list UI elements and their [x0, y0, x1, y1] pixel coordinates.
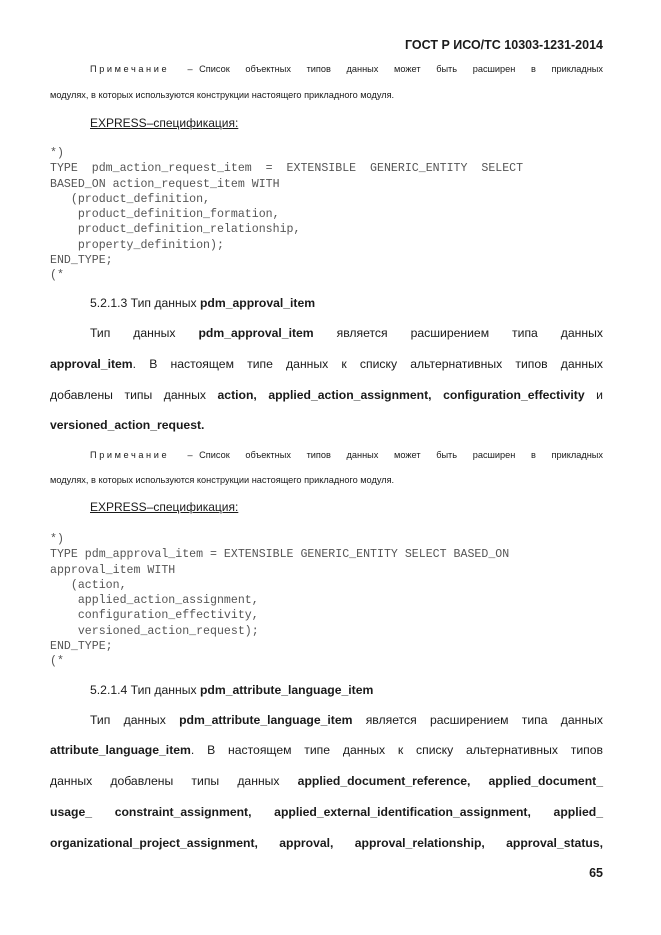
text-run: и: [584, 388, 603, 402]
bold-term: organizational_project_assignment, approval, approval_relationship, approval_status,: [50, 836, 603, 850]
document-header: ГОСТ Р ИСО/ТС 10303-1231-2014: [404, 38, 603, 52]
paragraph-line: [50, 388, 603, 402]
express-spec-label-1: EXPRESS–спецификация:: [90, 116, 239, 130]
note-1-text: Список объектных типов данных может быть расширен в прикладных: [199, 64, 603, 74]
bold-term: attribute_language_item: [50, 743, 191, 757]
paragraph-line: [90, 326, 603, 340]
note-2-label: Примечание –: [90, 450, 196, 460]
section-heading-5-2-1-4: [90, 683, 373, 697]
bold-term: applied_document_reference, applied_document_: [297, 774, 603, 788]
text-run: . В настоящем типе данных к списку альтернативных типов: [190, 743, 603, 757]
bold-term: pdm_attribute_language_item: [179, 713, 353, 727]
note-1-label: Примечание –: [90, 64, 196, 74]
paragraph-line: [50, 836, 603, 850]
text-run: добавлены типы данных: [50, 388, 218, 402]
page-number: 65: [589, 866, 603, 880]
section-type-name: pdm_attribute_language_item: [199, 683, 374, 697]
text-run: Тип данных: [90, 326, 199, 340]
text-run: данных добавлены типы данных: [50, 774, 298, 788]
paragraph-line: [50, 774, 603, 788]
text-run: является расширением типа данных: [313, 326, 603, 340]
note-2-line-2: модулях, в которых используются конструкции настоящего прикладного модуля.: [50, 475, 395, 485]
note-1-line-2: модулях, в которых используются конструкции настоящего прикладного модуля.: [50, 90, 395, 100]
paragraph-line: [50, 743, 603, 757]
text-run: Тип данных: [90, 713, 180, 727]
text-run: является расширением типа данных: [352, 713, 603, 727]
bold-term: pdm_approval_item: [198, 326, 314, 340]
express-spec-label-2: EXPRESS–спецификация:: [90, 500, 239, 514]
note-2-text: Список объектных типов данных может быть расширен в прикладных: [199, 450, 603, 460]
section-heading-5-2-1-3: [90, 296, 315, 310]
paragraph-line: [50, 418, 603, 432]
bold-term: usage_ constraint_assignment, applied_external_identification_assignment, applied_: [50, 805, 603, 819]
express-code-block-2: *) TYPE pdm_approval_item = EXTENSIBLE GENERIC_ENTITY SELECT BASED_ON approval_item WITH (action, applied_action_assignment, configuration_effectivity, versioned_action_request); END_TYPE; (*: [50, 533, 510, 669]
bold-term: action, applied_action_assignment, configuration_effectivity: [217, 388, 585, 402]
section-type-name: pdm_approval_item: [199, 296, 316, 310]
express-code-block-1: *) TYPE pdm_action_request_item = EXTENSIBLE GENERIC_ENTITY SELECT BASED_ON action_request_item WITH (product_definition, product_definition_formation, product_definition_relationship, property_definition); END_TYPE; (*: [50, 147, 524, 283]
paragraph-line: [50, 805, 603, 819]
paragraph-line: [50, 357, 603, 371]
paragraph-line: [90, 713, 603, 727]
bold-term: versioned_action_request.: [50, 418, 205, 432]
bold-term: approval_item: [50, 357, 133, 371]
note-1-line-1: [50, 64, 603, 75]
section-number: 5.2.1.4 Тип данных: [90, 683, 197, 697]
note-2-line-1: [50, 450, 603, 461]
text-run: . В настоящем типе данных к списку альтернативных типов данных: [132, 357, 603, 371]
section-number: 5.2.1.3 Тип данных: [90, 296, 197, 310]
